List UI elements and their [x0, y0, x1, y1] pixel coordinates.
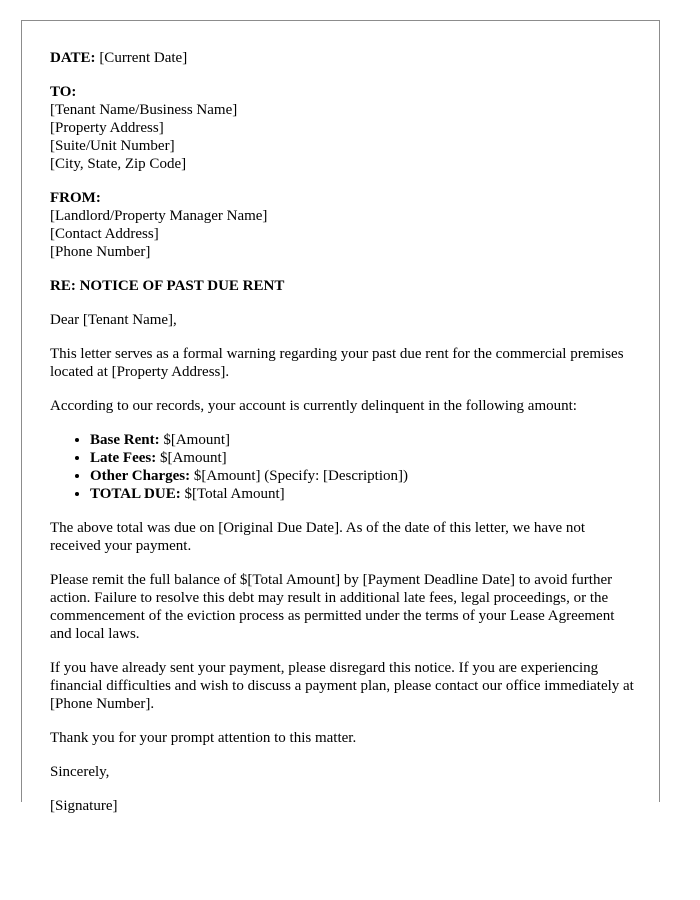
date-block — [50, 49, 635, 67]
date-label: DATE: — [50, 50, 96, 66]
to-line-property: [Property Address] — [50, 120, 164, 136]
closing: Sincerely, — [50, 764, 110, 780]
to-line-suite: [Suite/Unit Number] — [50, 138, 175, 154]
subject-text: RE: NOTICE OF PAST DUE RENT — [50, 278, 285, 294]
from-line-name: [Landlord/Property Manager Name] — [50, 208, 268, 224]
from-line-phone: [Phone Number] — [50, 244, 151, 260]
to-block — [50, 83, 635, 173]
charge-value: $[Total Amount] — [184, 486, 285, 502]
thanks-paragraph: Thank you for your prompt attention to this matter. — [50, 730, 357, 746]
list-item — [90, 485, 635, 503]
list-item — [90, 449, 635, 467]
list-item — [90, 431, 635, 449]
due-paragraph: The above total was due on [Original Due Date]. As of the date of this letter, we have not received your payment. — [50, 520, 586, 554]
to-line-tenant: [Tenant Name/Business Name] — [50, 102, 238, 118]
charge-label: TOTAL DUE: — [90, 486, 181, 502]
to-label: TO: — [50, 84, 77, 100]
charge-value: $[Amount] — [159, 450, 227, 466]
disregard-paragraph: If you have already sent your payment, please disregard this notice. If you are experiencing financial difficulties and wish to discuss a payment plan, please contact our office immediately at [Phone Number]. — [50, 660, 634, 712]
from-label: FROM: — [50, 190, 101, 206]
charges-list — [50, 431, 635, 503]
subject-line — [50, 277, 635, 295]
remit-paragraph: Please remit the full balance of $[Total Amount] by [Payment Deadline Date] to avoid further action. Failure to resolve this debt may result in additional late fees, legal proceedings, or the commencement of the eviction process as permitted under the terms of your Lease Agreement and local laws. — [50, 572, 615, 642]
from-line-address: [Contact Address] — [50, 226, 159, 242]
charge-label: Base Rent: — [90, 432, 160, 448]
charge-value: $[Amount] — [163, 432, 230, 448]
letter-content — [50, 49, 635, 815]
list-item — [90, 467, 635, 485]
charge-label: Other Charges: — [90, 468, 191, 484]
records-paragraph: According to our records, your account is currently delinquent in the following amount: — [50, 398, 577, 414]
to-line-city: [City, State, Zip Code] — [50, 156, 187, 172]
date-value: [Current Date] — [99, 50, 188, 66]
salutation: Dear [Tenant Name], — [50, 312, 177, 328]
charge-value: $[Amount] (Specify: [Description]) — [193, 468, 408, 484]
letter-page — [21, 20, 660, 814]
charge-label: Late Fees: — [90, 450, 157, 466]
intro-paragraph: This letter serves as a formal warning regarding your past due rent for the commercial premises located at [Property Address]. — [50, 346, 624, 380]
signature: [Signature] — [50, 798, 118, 814]
from-block — [50, 189, 635, 261]
